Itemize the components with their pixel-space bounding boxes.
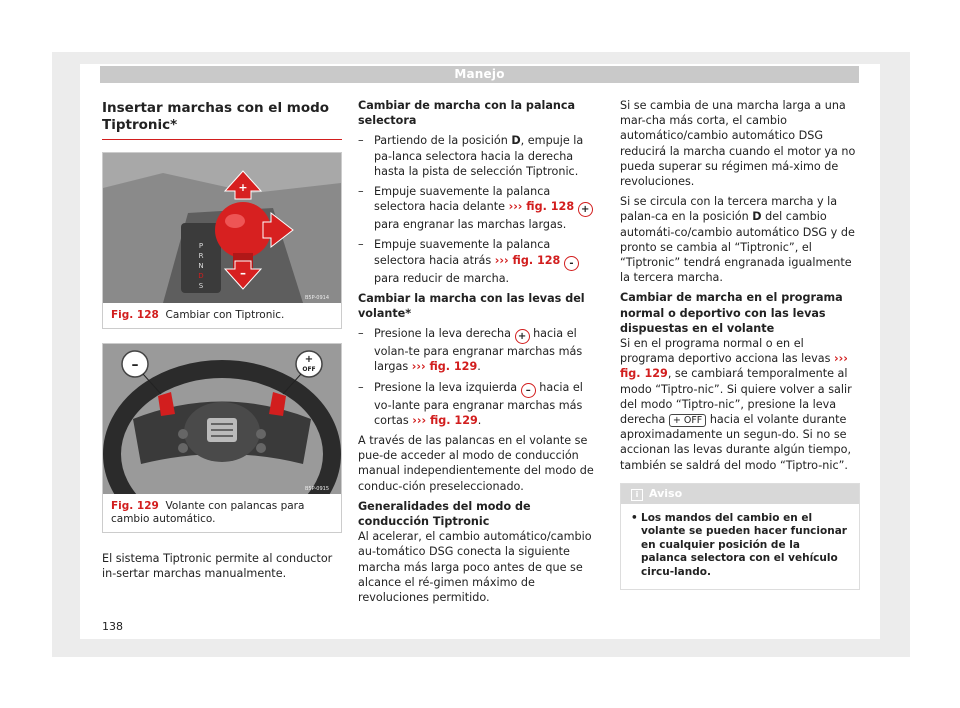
lever-steps (358, 133, 603, 285)
minus-symbol: – (521, 383, 536, 398)
column-right (620, 98, 860, 590)
fig-129-link[interactable]: ››› fig. 129 (411, 360, 478, 374)
svg-text:+: + (304, 353, 314, 365)
paragraph: Si se circula con la tercera marcha y la palan-ca en la posición D del cambio automáti-co/cambio automático DSG y de pronto se cambia al “Tiptronic”, el “Tiptronic” tendrá engranada igualmente la tercera marcha. (620, 195, 855, 285)
figure-code: B5P-0914 (304, 295, 329, 301)
notice-header: i Aviso (621, 484, 859, 504)
svg-text:D: D (198, 272, 204, 280)
paragraph: Al acelerar, el cambio automático/cambio au-tomático DSG conecta la siguiente marcha más larga poco antes de que se alcance el ré-gimen máximo de revoluciones permitido. (358, 530, 592, 605)
steering-wheel-image (103, 344, 341, 494)
list-item: – Empuje suavemente la palanca selectora hacia delante ››› fig. 128 + para engranar las marchas largas. (358, 184, 603, 232)
heading-general: Generalidades del modo de conducción Tiptronic (358, 499, 531, 529)
svg-text:P: P (198, 242, 204, 250)
intro-paragraph: El sistema Tiptronic permite al conductor in-sertar marchas manualmente. (102, 551, 333, 580)
notice-box (620, 483, 860, 591)
svg-text:–: – (131, 356, 139, 373)
paragraph: Si se cambia de una marcha larga a una mar-cha más corta, el cambio automático/cambio automático DSG reducirá la marcha cuando el motor ya no pueda superar su régimen má-ximo de revoluciones. (620, 99, 856, 189)
list-item: – Presione la leva derecha + hacia el volan-te para engranar marchas más largas ››› fig. 129. (358, 326, 603, 374)
paragraph: A través de las palancas en el volante se pue-de acceder al modo de conducción manual independientemente del modo de conduc-ción preseleccionado. (358, 434, 594, 493)
heading-paddles: Cambiar la marcha con las levas del volante* (358, 291, 585, 321)
paragraph: Si en el programa normal o en el programa deportivo acciona las levas ››› fig. 129, se cambiará temporalmente al modo “Tiptro-nic”. Si quiere volver a salir del modo “Tiptro-nic”, presione la leva derecha + OFF hacia el volante durante aproximadamente un segun-do. Si no se accionan las levas durante algún tiempo, también se saldrá del modo “Tiptro-nic”. (620, 337, 852, 472)
fig-128-link[interactable]: ››› fig. 128 (508, 200, 575, 214)
fig-129-link[interactable]: ››› fig. 129 (620, 352, 848, 381)
svg-text:–: – (240, 266, 246, 280)
figure-129-caption: Fig. 129 Volante con palancas para cambio automático. (111, 499, 305, 525)
list-item: – Partiendo de la posición D, empuje la pa-lanca selectora hacia la derecha hasta la pista de selección Tiptronic. (358, 133, 603, 179)
fig-128-link[interactable]: ››› fig. 128 (494, 253, 561, 267)
plus-off-key: + OFF (669, 414, 706, 427)
section-title: Insertar marchas con el modo Tiptronic* (102, 100, 342, 140)
fig-129-link[interactable]: ››› fig. 129 (412, 413, 478, 427)
page-number: 138 (102, 620, 123, 633)
column-middle (358, 98, 603, 610)
figure-128 (102, 152, 342, 329)
paddle-steps (358, 326, 603, 428)
running-header: Manejo (100, 66, 859, 83)
svg-text:R: R (198, 252, 204, 260)
notice-body: • Los mandos del cambio en el volante se pueden hacer funcionar en cualquier posición de la palanca selectora con el vehículo circu-lando. (621, 504, 859, 590)
list-item: – Empuje suavemente la palanca selectora hacia atrás ››› fig. 128 - para reducir de marcha. (358, 237, 603, 285)
figure-code: B5P-0915 (304, 485, 329, 492)
tiptronic-lever-image (103, 153, 341, 303)
heading-programs: Cambiar de marcha en el programa normal o deportivo con las levas dispuestas en el volante (620, 291, 843, 335)
plus-symbol: + (515, 329, 530, 344)
plus-symbol: + (578, 202, 593, 217)
svg-text:N: N (198, 262, 204, 270)
svg-text:+: + (238, 181, 248, 194)
column-left (102, 98, 342, 586)
minus-symbol: - (564, 256, 579, 271)
list-item: – Presione la leva izquierda – hacia el vo-lante para engranar marchas más cortas ››› fig. 129. (358, 380, 603, 428)
svg-text:S: S (198, 282, 204, 290)
svg-text:OFF: OFF (302, 365, 316, 373)
figure-128-caption: Fig. 128 Cambiar con Tiptronic. (111, 309, 285, 321)
heading-lever: Cambiar de marcha con la palanca selectora (358, 99, 576, 128)
info-icon: i (631, 489, 643, 501)
figure-129 (102, 343, 342, 533)
